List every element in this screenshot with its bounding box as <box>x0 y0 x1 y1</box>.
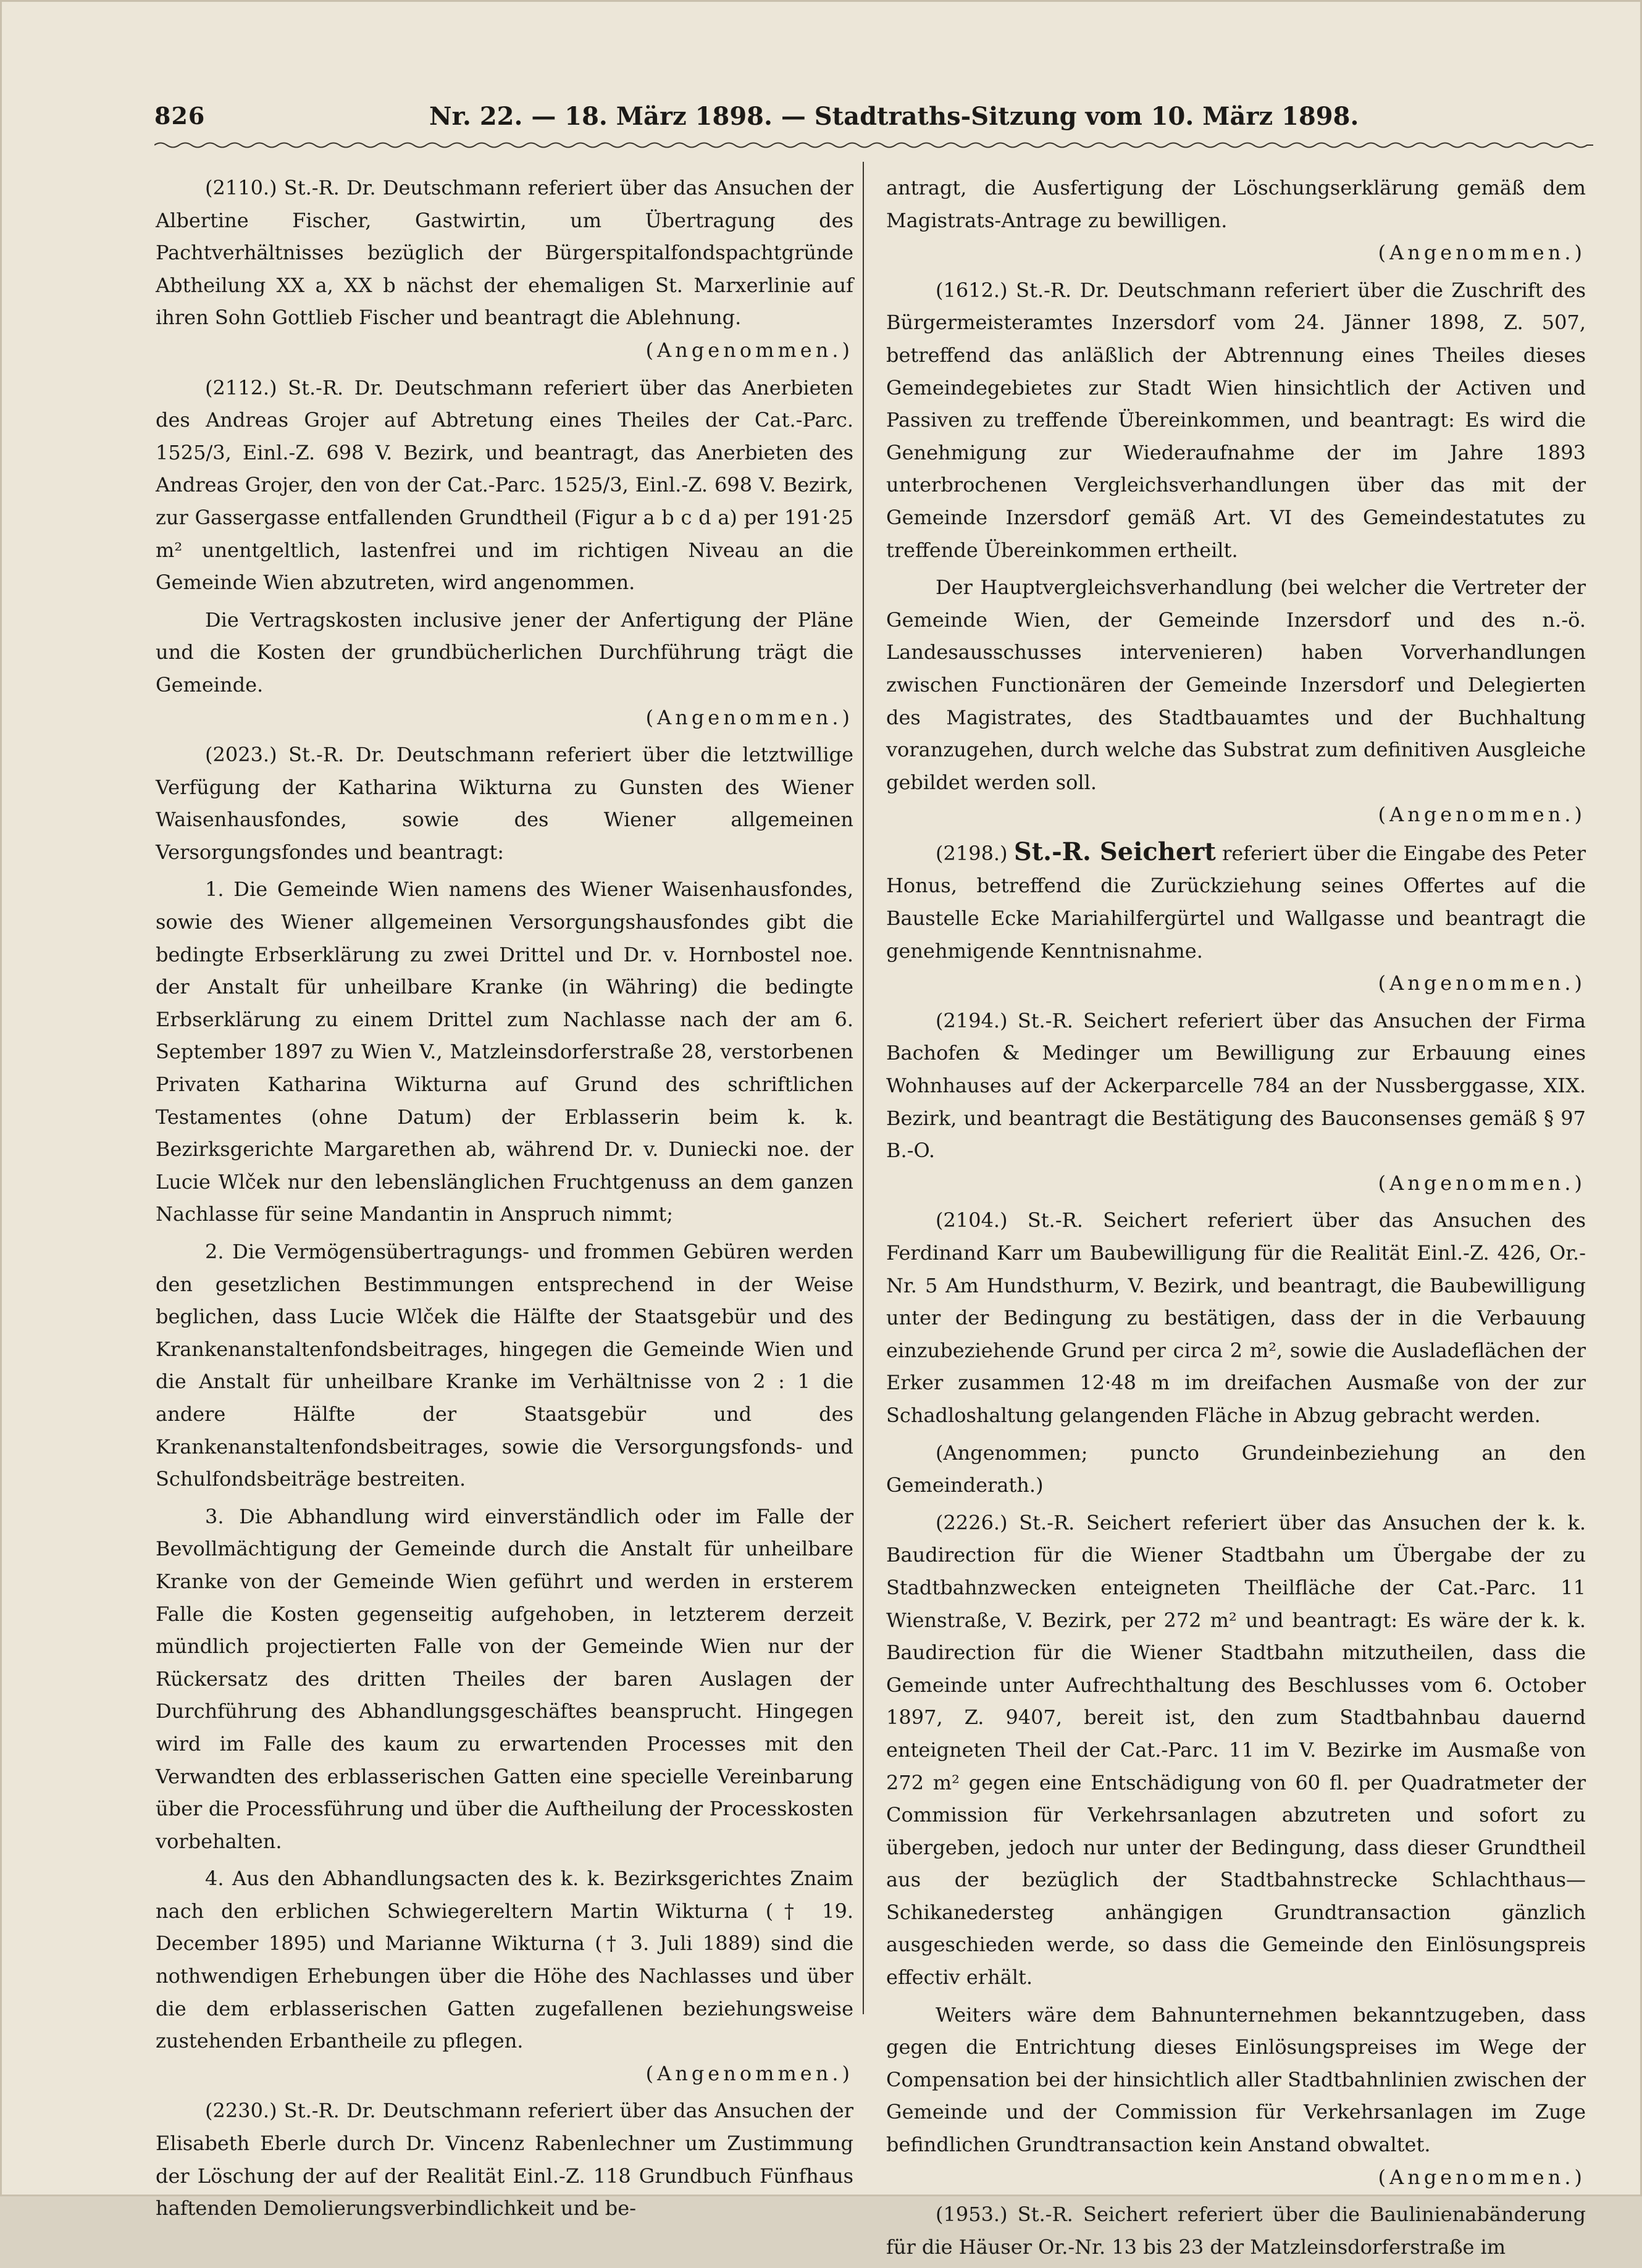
item-2023-result: (Angenommen.) <box>645 2061 853 2085</box>
item-2226-text: (2226.) St.-R. Seichert referiert über das Ansuchen der k. k. Baudirection für die Wiener Stadtbahn um Übergabe der zu Stadtbahnzwecken enteigneten Theilfläche der Cat.-Parc. 11 Wienstraße, V. Bezirk, per 272 m² und beantragt: Es wäre der k. k. Baudirection für die Wiener Stadtbahn mitzutheilen, dass die Gemeinde unter Aufrechthaltung des Beschlusses vom 6. October 1897, Z. 9407, bereit ist, den zum Stadtbahnbau dauernd enteigneten Theil der Cat.-Parc. 11 im V. Bezirke im Ausmaße von 272 m² gegen eine Entschädigung von 60 fl. per Quadratmeter der Commission für Verkehrsanlagen abzutreten und sofort zu übergeben, jedoch nur unter der Bedingung, dass dieser Grundtheil aus der bezüglich der Stadtbahnstrecke Schlachthaus—Schikanedersteg anhängigen Grundtransaction gänzlich ausgeschieden werde, so dass die Gemeinde den Einlösungspreis effectiv erhält. <box>886 1510 1586 1990</box>
item-2104-result-para <box>886 1437 1586 1502</box>
item-2226-result: (Angenommen.) <box>1378 2165 1586 2189</box>
item-2023-point-1 <box>156 873 853 1231</box>
item-2023-text: (2023.) St.-R. Dr. Deutschmann referiert über die letztwillige Verfügung der Katharina Wikturna zu Gunsten des Wiener Waisenhausfondes, sowie des Wiener allgemeinen Versorgungsfondes und beantragt: <box>156 743 853 864</box>
item-2198-speaker: St.-R. Seichert <box>1013 837 1216 866</box>
item-2023-point-4-text: 4. Aus den Abhandlungsacten des k. k. Bezirksgerichtes Znaim nach den erblichen Schwiegereltern Martin Wikturna († 19. December 1895) und Marianne Wikturna († 3. Juli 1889) sind die nothwendigen Erhebungen über die Höhe des Nachlasses und über die dem erblasserischen Gatten zugefallenen beziehungsweise zustehenden Erbantheile zu pflegen. <box>156 1867 853 2053</box>
item-2112-cost <box>156 604 853 734</box>
item-2194-result: (Angenommen.) <box>1378 1171 1586 1195</box>
item-1953-text: (1953.) St.-R. Seichert referiert über die Baulinienabänderung für die Häuser Or.-Nr. 13 bis 23 der Matzleinsdorferstraße im <box>886 2203 1586 2259</box>
item-2023-point-4 <box>156 1862 853 2090</box>
item-2112-cost-text: Die Vertragskosten inclusive jener der Anfertigung der Pläne und die Kosten der grundbücherlichen Durchführung trägt die Gemeinde. <box>156 608 853 697</box>
item-2023 <box>156 739 853 868</box>
item-2230 <box>156 2094 853 2224</box>
item-2023-point-3-text: 3. Die Abhandlung wird einverständlich oder im Falle der Bevollmächtigung der Gemeinde durch die Anstalt für unheilbare Kranke von der Gemeinde Wien geführt und werden in ersterem Falle die Kosten gegenseitig aufgehoben, in letzterem derzeit mündlich projectierten Falle von der Gemeinde Wien nur der Rückersatz des dritten Theiles der baren Auslagen der Durchführung des Abhandlungsgeschäftes beansprucht. Hingegen wird im Falle des kaum zu erwartenden Processes mit den Verwandten des erblasserischen Gatten eine specielle Vereinbarung über die Processführung und über die Auftheilung der Processkosten vorbehalten. <box>156 1504 853 1853</box>
item-2104 <box>886 1204 1586 1431</box>
item-1612-text: (1612.) St.-R. Dr. Deutschmann referiert über die Zuschrift des Bürgermeisteramtes Inzersdorf vom 24. Jänner 1898, Z. 507, betreffend das anläßlich der Abtrennung eines Theiles dieses Gemeindegebietes zur Stadt Wien hinsichtlich der Activen und Passiven zu treffende Übereinkommen, und beantragt: Es wird die Genehmigung zur Wiederaufnahme der im Jahre 1893 unterbrochenen Vergleichsverhandlungen über das mit der Gemeinde Inzersdorf gemäß Art. VI des Gemeindestatutes zu treffende Übereinkommen ertheilt. <box>886 278 1586 562</box>
item-2110-text: (2110.) St.-R. Dr. Deutschmann referiert über das Ansuchen der Albertine Fischer, Gastwirtin, um Übertragung des Pachtverhältnisses bezüglich der Bürgerspitalfondspachtgründe Abtheilung XX a, XX b nächst der ehemaligen St. Marxerlinie auf ihren Sohn Gottlieb Fischer und beantragt die Ablehnung. <box>156 176 853 330</box>
item-2230-continued-text: antragt, die Ausfertigung der Löschungserklärung gemäß dem Magistrats-Antrage zu bewilligen. <box>886 176 1586 232</box>
page-number: 826 <box>154 102 206 130</box>
left-column <box>156 172 853 2230</box>
item-2110 <box>156 172 853 367</box>
running-title: Nr. 22. — 18. März 1898. — Stadtraths-Sitzung vom 10. März 1898. <box>429 102 1359 131</box>
item-2230-continued <box>886 172 1586 269</box>
item-2198-text: referiert über die Eingabe des Peter Honus, betreffend die Zurückziehung seines Offertes auf die Baustelle Ecke Mariahilfergürtel und Wallgasse und beantragt die genehmigende Kenntnisnahme. <box>886 841 1586 963</box>
item-1612 <box>886 274 1586 566</box>
item-1953 <box>886 2198 1586 2263</box>
item-2194-text: (2194.) St.-R. Seichert referiert über das Ansuchen der Firma Bachofen & Medinger um Bewilligung zur Erbauung eines Wohnhauses auf der Ackerparcelle 784 an der Nussberggasse, XIX. Bezirk, und beantragt die Bestätigung des Bauconsenses gemäß § 97 B.-O. <box>886 1008 1586 1163</box>
item-2226 <box>886 1507 1586 1994</box>
page-header <box>154 102 1494 139</box>
item-2112-text: (2112.) St.-R. Dr. Deutschmann referiert über das Anerbieten des Andreas Grojer auf Abtretung eines Theiles der Cat.-Parc. 1525/3, Einl.-Z. 698 V. Bezirk, und beantragt, das Anerbieten des Andreas Grojer, den von der Cat.-Parc. 1525/3, Einl.-Z. 698 V. Bezirk, zur Gassergasse entfallenden Grundtheil (Figur a b c d a) per 191·25 m² unentgeltlich, lastenfrei und im richtigen Niveau an die Gemeinde Wien abzutreten, wird angenommen. <box>156 375 853 595</box>
column-divider <box>863 162 864 2014</box>
item-2112-result: (Angenommen.) <box>645 705 853 729</box>
item-1612-negotiation <box>886 571 1586 831</box>
item-2104-text: (2104.) St.-R. Seichert referiert über das Ansuchen des Ferdinand Karr um Baubewilligung für die Realität Einl.-Z. 426, Or.-Nr. 5 Am Hundsthurm, V. Bezirk, und beantragt, die Baubewilligung unter der Bedingung zu bestätigen, dass der in die Verbauung einzubeziehende Grund per circa 2 m², sowie die Ausladeflächen der Erker zusammen 12·48 m im dreifachen Ausmaße von der zur Schadloshaltung gelangenden Fläche in Abzug gebracht werden. <box>886 1208 1586 1427</box>
item-2023-point-3 <box>156 1500 853 1858</box>
right-column <box>886 172 1586 2268</box>
item-2194 <box>886 1005 1586 1200</box>
item-2230-result: (Angenommen.) <box>1378 241 1586 265</box>
item-2110-result: (Angenommen.) <box>645 338 853 362</box>
item-2023-point-2 <box>156 1236 853 1496</box>
item-2226-compensation <box>886 1999 1586 2194</box>
item-2198-number: (2198.) <box>936 841 1008 865</box>
item-2112 <box>156 372 853 599</box>
item-2023-point-2-text: 2. Die Vermögensübertragungs- und frommen Gebüren werden den gesetzlichen Bestimmungen entsprechend in der Weise beglichen, dass Lucie Wlček die Hälfte der Staatsgebür und des Krankenanstaltenfondsbeitrages, hingegen die Gemeinde Wien und die Anstalt für unheilbare Kranke im Verhältnisse von 2 : 1 die andere Hälfte der Staatsgebür und des Krankenanstaltenfondsbeitrages, sowie die Versorgungsfonds- und Schulfondsbeiträge bestreiten. <box>156 1240 853 1491</box>
item-2226-compensation-text: Weiters wäre dem Bahnunternehmen bekanntzugeben, dass gegen die Entrichtung dieses Einlösungspreises im Wege der Compensation bei der hinsichtlich aller Stadtbahnlinien zwischen der Gemeinde und der Commission für Verkehrsanlagen im Zuge befindlichen Grundtransaction kein Anstand obwaltet. <box>886 2002 1586 2157</box>
decorative-wavy-rule <box>154 141 1593 149</box>
item-2198-result: (Angenommen.) <box>1378 971 1586 995</box>
item-2104-result: (Angenommen; puncto Grundeinbeziehung an den Gemeinderath.) <box>886 1441 1586 1497</box>
item-1612-result: (Angenommen.) <box>1378 803 1586 827</box>
item-2198 <box>886 836 1586 1000</box>
item-1612-negotiation-text: Der Hauptvergleichsverhandlung (bei welcher die Vertreter der Gemeinde Wien, der Gemeinde Inzersdorf und des n.-ö. Landesausschusses intervenieren) haben Vorverhandlungen zwischen Functionären der Gemeinde Inzersdorf und Delegierten des Magistrates, des Stadtbauamtes und der Buchhaltung voranzugehen, durch welche das Substrat zum definitiven Ausgleiche gebildet werden soll. <box>886 575 1586 794</box>
item-2023-point-1-text: 1. Die Gemeinde Wien namens des Wiener Waisenhausfondes, sowie des Wiener allgemeinen Versorgungshausfondes gibt die bedingte Erbserklärung zu zwei Drittel und Dr. v. Hornbostel noe. der Anstalt für unheilbare Kranke (in Währing) die bedingte Erbserklärung zu einem Drittel zum Nachlasse nach der am 6. September 1897 zu Wien V., Matzleinsdorferstraße 28, verstorbenen Privaten Katharina Wikturna auf Grund des schriftlichen Testamentes (ohne Datum) der Erblasserin beim k. k. Bezirksgerichte Margarethen ab, während Dr. v. Duniecki noe. der Lucie Wlček nur den lebenslänglichen Fruchtgenuss an dem ganzen Nachlasse für seine Mandantin in Anspruch nimmt; <box>156 877 853 1226</box>
item-2230-text: (2230.) St.-R. Dr. Deutschmann referiert über das Ansuchen der Elisabeth Eberle durch Dr. Vincenz Rabenlechner um Zustimmung der Löschung der auf der Realität Einl.-Z. 118 Grundbuch Fünfhaus haftenden Demolierungsverbindlichkeit und be- <box>156 2099 853 2220</box>
